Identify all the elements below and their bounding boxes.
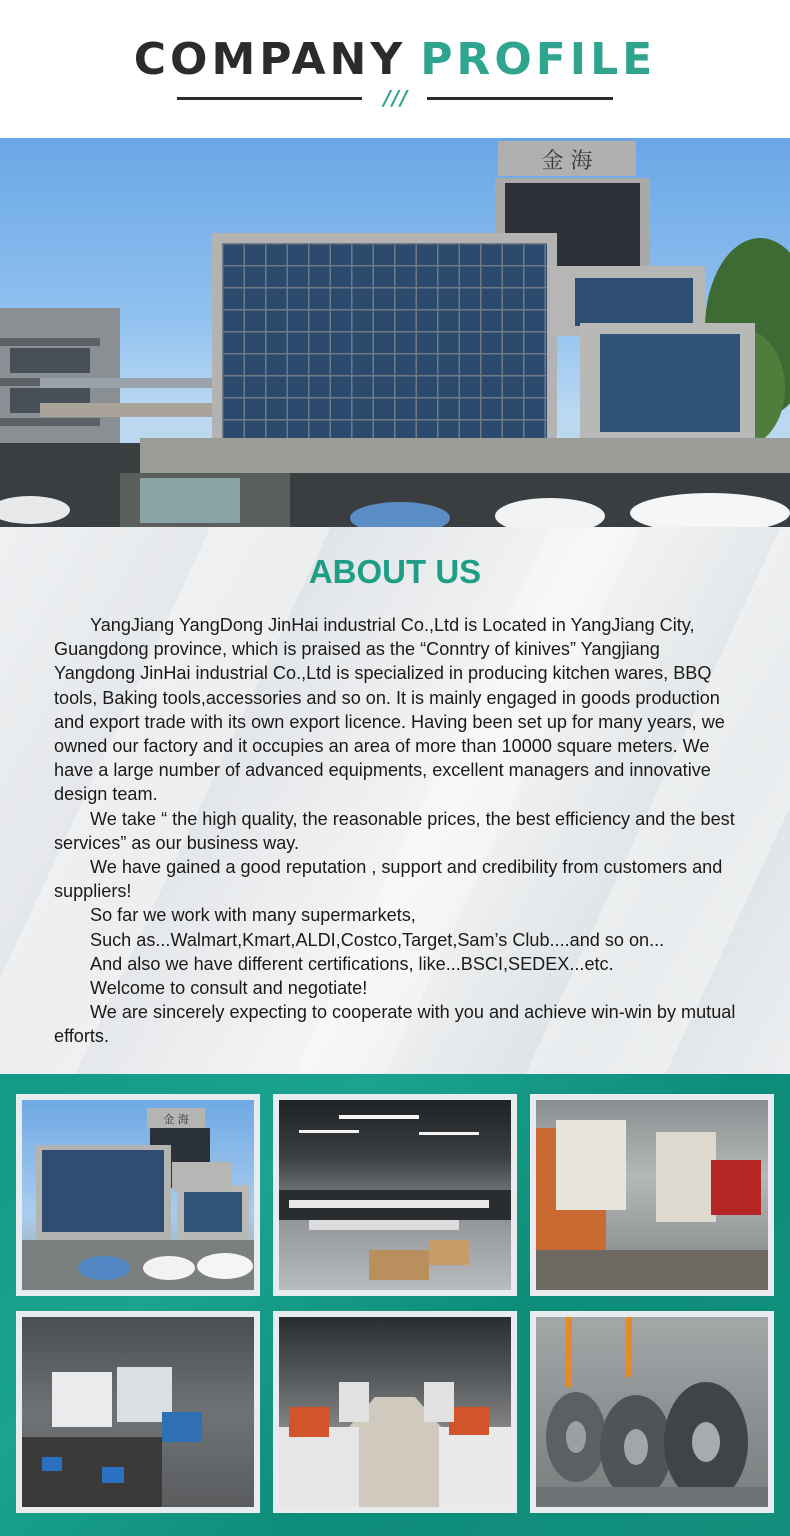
press-illustration (536, 1100, 768, 1290)
about-paragraph: YangJiang YangDong JinHai industrial Co.,Ltd is Located in YangJiang City, Guangdong province, which is praised as the “Conntry of kinives” Yangjiang Yangdong JinHai industrial Co.,Ltd is specialized in producing kitchen wares, BBQ tools, Baking tools,accessories and so on. It is mainly engaged in goods production and export trade with its own export licence. Having been set up for many years, we owned our factory and it occupies an area of more than 10000 square meters. We have a large number of advanced equipments, excellent managers and innovative design team. (54, 615, 725, 805)
building-sign: 金 海 (163, 1113, 189, 1126)
cnc-illustration (22, 1317, 254, 1507)
about-paragraph: We take “ the high quality, the reasonable prices, the best efficiency and the best services” as our business way. (54, 808, 735, 853)
coils-illustration (536, 1317, 768, 1507)
steel-coils-photo (536, 1317, 768, 1507)
gallery-tile-machining-line[interactable] (273, 1311, 517, 1513)
building-sign: 金 海 (541, 149, 593, 174)
about-paragraph: Welcome to consult and negotiate! (90, 978, 368, 999)
about-paragraph: And also we have different certifications, like...BSCI,SEDEX...etc. (90, 953, 614, 974)
title-company: COMPANY (133, 34, 407, 85)
machining-illustration (279, 1317, 511, 1507)
building-illustration (22, 1100, 254, 1290)
office-illustration (279, 1100, 511, 1290)
about-paragraph: We have gained a good reputation , support and credibility from customers and suppliers! (54, 857, 723, 902)
company-building-photo (0, 138, 790, 527)
gallery-tile-press-workshop[interactable] (530, 1094, 774, 1296)
about-text (54, 613, 744, 1049)
about-section (0, 527, 790, 1074)
factory-gallery (0, 1074, 790, 1536)
divider-mark: /// (383, 86, 409, 110)
gallery-tile-office[interactable] (273, 1094, 517, 1296)
gallery-tile-cnc-workshop[interactable] (16, 1311, 260, 1513)
building-photo (22, 1100, 254, 1290)
page-header (0, 0, 790, 138)
divider-right (427, 97, 613, 100)
about-paragraph: Such as...Walmart,Kmart,ALDI,Costco,Target,Sam’s Club....and so on... (90, 929, 665, 950)
office-photo (279, 1100, 511, 1290)
gallery-tile-steel-coils[interactable] (530, 1311, 774, 1513)
divider-left (177, 97, 362, 100)
about-paragraph: So far we work with many supermarkets, (90, 905, 416, 926)
cnc-workshop-photo (22, 1317, 254, 1507)
about-paragraph: We are sincerely expecting to cooperate with you and achieve win-win by mutual efforts. (54, 1002, 736, 1047)
building-illustration (0, 138, 790, 527)
about-title: ABOUT US (308, 553, 482, 590)
title-profile: PROFILE (420, 34, 657, 85)
page-title (0, 34, 790, 85)
gallery-tile-building[interactable] (16, 1094, 260, 1296)
press-workshop-photo (536, 1100, 768, 1290)
machining-line-photo (279, 1317, 511, 1507)
